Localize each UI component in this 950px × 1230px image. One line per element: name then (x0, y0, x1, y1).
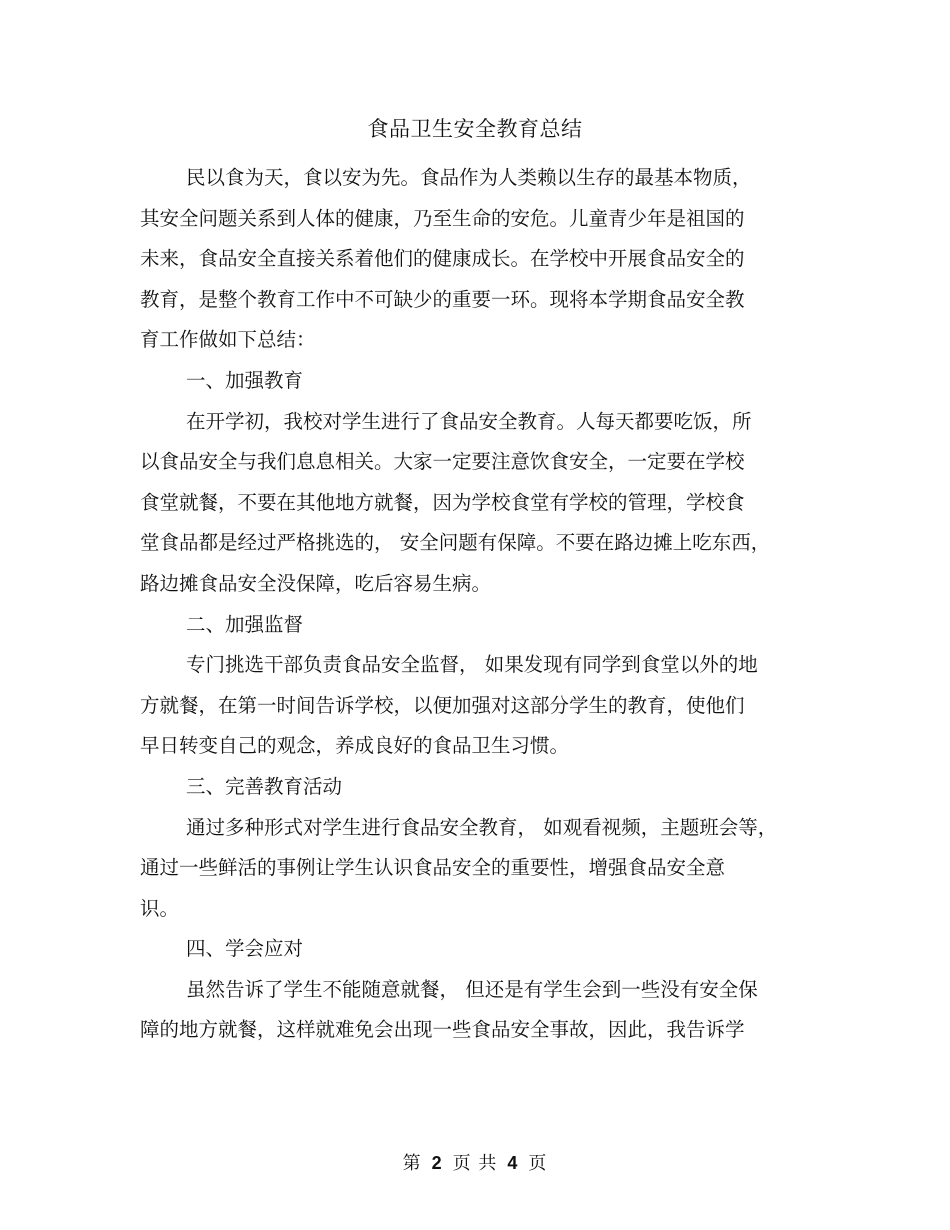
paragraph-line: 育工作做如下总结： (140, 328, 316, 352)
section-heading: 四、学会应对 (186, 937, 304, 961)
current-page-number: 2 (431, 1153, 443, 1173)
paragraph-line: 专门挑选干部负责食品安全监督， 如果发现有同学到食堂以外的地 (186, 653, 758, 677)
document-body (140, 158, 800, 1051)
paragraph-line: 虽然告诉了学生不能随意就餐， 但还是有学生会到一些没有安全保 (186, 977, 758, 1001)
section-heading: 一、加强教育 (186, 368, 304, 392)
paragraph-line: 教育，是整个教育工作中不可缺少的重要一环。现将本学期食品安全教 (140, 287, 745, 311)
paragraph-line: 民以食为天，食以安为先。食品作为人类赖以生存的最基本物质， (186, 166, 752, 189)
footer-prefix: 第 (402, 1153, 422, 1174)
paragraph-line: 障的地方就餐，这样就难免会出现一些食品安全事故，因此，我告诉学 (140, 1018, 745, 1042)
footer-middle: 页 共 (452, 1153, 498, 1174)
paragraph-line: 食堂就餐，不要在其他地方就餐，因为学校食堂有学校的管理，学校食 (140, 490, 745, 514)
paragraph-line: 通过一些鲜活的事例让学生认识食品安全的重要性，增强食品安全意 (140, 856, 726, 880)
paragraph-line: 在开学初，我校对学生进行了食品安全教育。人每天都要吃饭，所 (186, 409, 752, 433)
section-heading: 二、加强监督 (186, 612, 304, 636)
paragraph-line: 识。 (140, 896, 180, 920)
page-footer (0, 1150, 950, 1177)
paragraph-line: 通过多种形式对学生进行食品安全教育， 如观看视频，主题班会等， (186, 815, 778, 839)
section-heading: 三、完善教育活动 (186, 774, 343, 798)
paragraph-line: 方就餐，在第一时间告诉学校，以便加强对这部分学生的教育，使他们 (140, 693, 745, 717)
document-title: 食品卫生安全教育总结 (367, 117, 583, 141)
paragraph-line: 以食品安全与我们息息相关。大家一定要注意饮食安全，一定要在学校 (140, 450, 745, 474)
paragraph-line: 路边摊食品安全没保障，吃后容易生病。 (140, 571, 492, 595)
paragraph-line: 早日转变自己的观念，养成良好的食品卫生习惯。 (140, 734, 570, 758)
paragraph-line: 未来，食品安全直接关系着他们的健康成长。在学校中开展食品安全的 (140, 247, 745, 271)
paragraph-line: 堂食品都是经过严格挑选的， 安全问题有保障。不要在路边摊上吃东西， (140, 531, 771, 555)
footer-suffix: 页 (528, 1153, 548, 1174)
total-pages-number: 4 (507, 1153, 519, 1173)
paragraph-line: 其安全问题关系到人体的健康，乃至生命的安危。儿童青少年是祖国的 (140, 206, 745, 230)
